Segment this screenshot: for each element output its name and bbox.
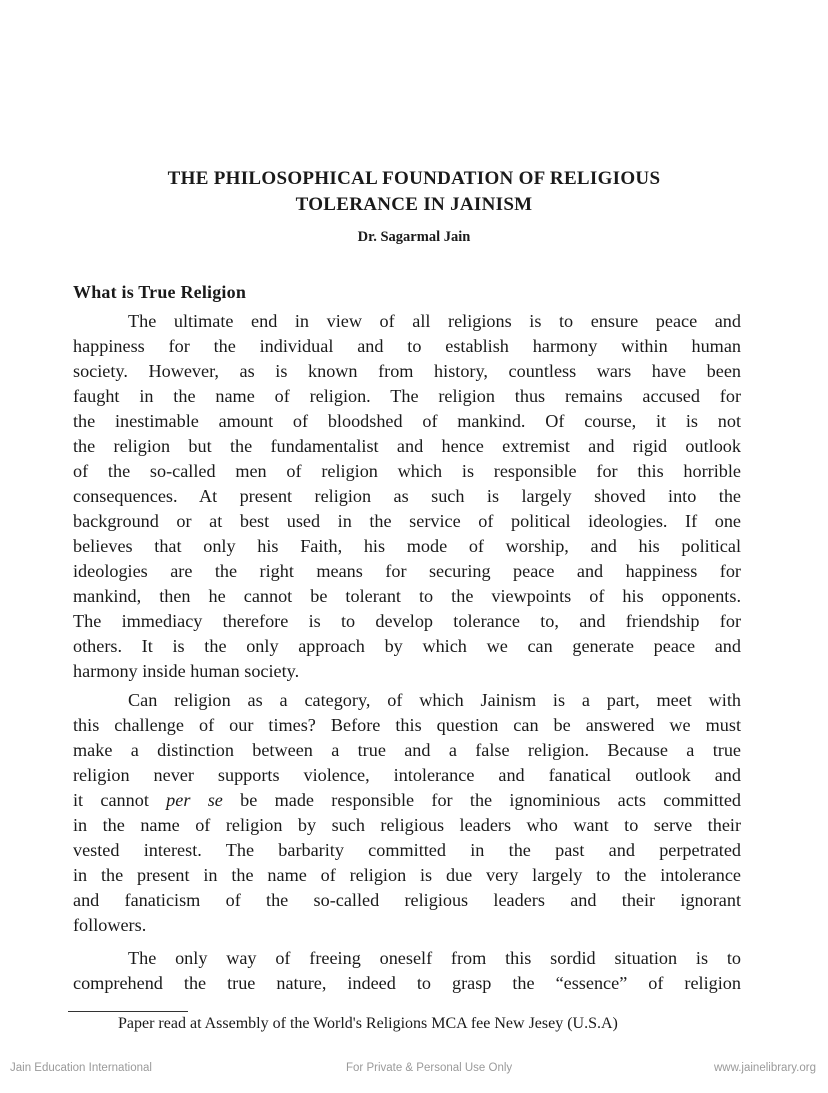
text-line: faught in the name of religion. The religion thus remains accused for [73, 386, 741, 406]
text-line: and fanaticism of the so-called religious leaders and their ignorant [73, 890, 741, 910]
text-line: mankind, then he cannot be tolerant to the viewpoints of his opponents. [73, 586, 741, 606]
text-line: society. However, as is known from history, countless wars have been [73, 361, 741, 381]
text-segment: be made responsible for the ignominious acts committed [240, 790, 741, 810]
text-line: the religion but the fundamentalist and hence extremist and rigid outlook [73, 436, 741, 456]
text-segment: it cannot [73, 790, 149, 810]
text-line: ideologies are the right means for securing peace and happiness for [73, 561, 741, 581]
footer-website: www.jainelibrary.org [713, 1062, 816, 1074]
text-line: religion never supports violence, intolerance and fanatical outlook and [73, 765, 741, 785]
text-line: believes that only his Faith, his mode of worship, and his political [73, 536, 741, 556]
text-line: in the present in the name of religion is due very largely to the intolerance [73, 865, 741, 885]
text-line: Can religion as a category, of which Jainism is a part, meet with [128, 690, 741, 710]
text-line: others. It is the only approach by which we can generate peace and [73, 636, 741, 656]
text-line: the inestimable amount of bloodshed of mankind. Of course, it is not [73, 411, 741, 431]
section-heading: What is True Religion [73, 282, 247, 302]
text-line: The only way of freeing oneself from this sordid situation is to [128, 948, 741, 968]
text-line: followers. [73, 915, 147, 935]
footer-usage-note: For Private & Personal Use Only [346, 1062, 513, 1074]
footer-publisher: Jain Education International [10, 1062, 152, 1074]
text-line: vested interest. The barbarity committed in the past and perpetrated [73, 840, 741, 860]
author-name: Dr. Sagarmal Jain [357, 229, 471, 245]
text-line: happiness for the individual and to establish harmony within human [73, 336, 741, 356]
text-line: make a distinction between a true and a false religion. Because a true [73, 740, 741, 760]
text-line: in the name of religion by such religious leaders who want to serve their [73, 815, 741, 835]
paragraph-3 [73, 946, 741, 996]
text-line: consequences. At present religion as such is largely shoved into the [73, 486, 741, 506]
paragraph-2 [73, 688, 741, 938]
text-line: harmony inside human society. [73, 661, 300, 681]
title-line-1: THE PHILOSOPHICAL FOUNDATION OF RELIGIOUS [167, 168, 661, 189]
italic-phrase: per se [166, 790, 223, 810]
text-line: comprehend the true nature, indeed to grasp the “essence” of religion [73, 973, 741, 993]
text-line-with-italic [73, 788, 741, 813]
text-line: The ultimate end in view of all religions is to ensure peace and [128, 311, 741, 331]
text-line: this challenge of our times? Before this question can be answered we must [73, 715, 741, 735]
text-line: The immediacy therefore is to develop tolerance to, and friendship for [73, 611, 741, 631]
page-title [60, 166, 768, 218]
title-line-2: TOLERANCE IN JAINISM [295, 194, 533, 215]
footnote: Paper read at Assembly of the World's Religions MCA fee New Jesey (U.S.A) [118, 1015, 618, 1032]
text-line: of the so-called men of religion which is responsible for this horrible [73, 461, 741, 481]
paragraph-1 [73, 309, 741, 684]
text-line: background or at best used in the service of political ideologies. If one [73, 511, 741, 531]
